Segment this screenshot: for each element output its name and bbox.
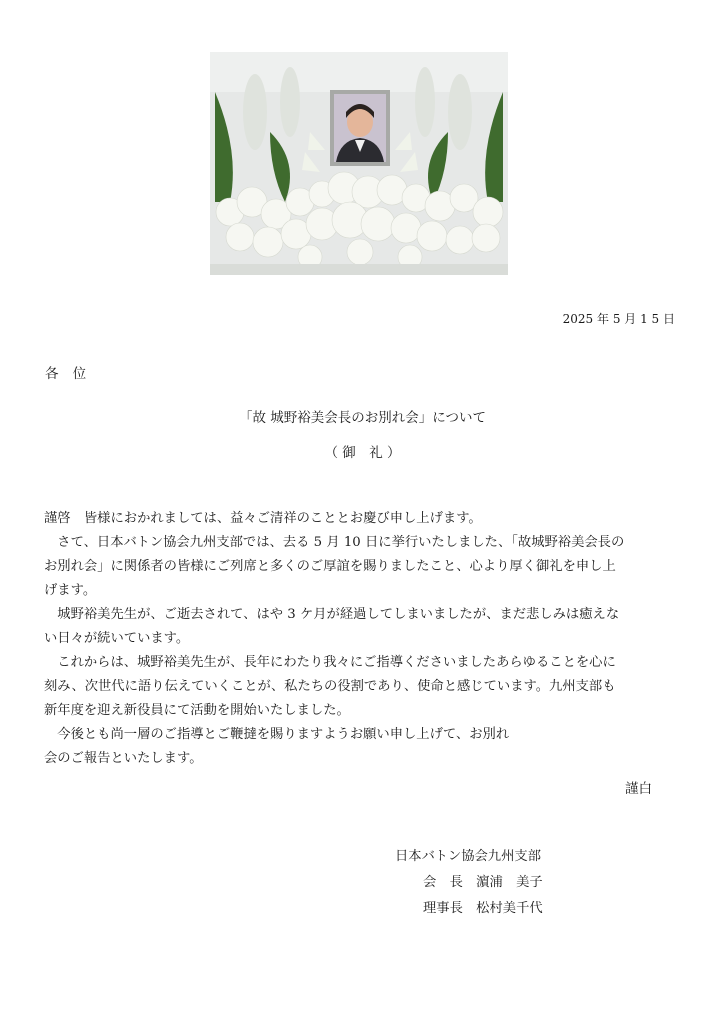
document-subtitle: （ 御 礼 ） xyxy=(324,445,401,461)
letter-body xyxy=(44,507,684,771)
body-line: さて、日本バトン協会九州支部では、去る 5 月 10 日に挙行いたしました、「故城野裕美会長の xyxy=(44,535,625,550)
body-line: これからは、城野裕美先生が、長年にわたり我々にご指導くださいましたあらゆることを心に xyxy=(44,655,616,670)
signature-president: 会 長 濵浦 美子 xyxy=(423,875,543,890)
document-title: 「故 城野裕美会長のお別れ会」について xyxy=(238,410,487,426)
body-line: 会のご報告といたします。 xyxy=(44,751,203,766)
body-line: 城野裕美先生が、ご逝去されて、はや 3 ケ月が経過してしまいましたが、まだ悲しみは癒えな xyxy=(44,607,620,622)
memorial-photo xyxy=(210,52,508,275)
body-line: 謹啓 皆様におかれましては、益々ご清祥のこととお慶び申し上げます。 xyxy=(44,511,482,526)
memorial-altar-image xyxy=(210,52,508,275)
recipient-line: 各 位 xyxy=(45,366,87,382)
signature-block xyxy=(395,844,543,922)
closing-word: 謹白 xyxy=(625,781,652,797)
body-line: 刻み、次世代に語り伝えていくことが、私たちの役割であり、使命と感じています。九州支部も xyxy=(44,679,616,694)
signature-director: 理事長 松村美千代 xyxy=(423,901,543,916)
body-line: い日々が続いています。 xyxy=(44,631,190,646)
body-line: げます。 xyxy=(44,583,97,598)
signature-organization: 日本バトン協会九州支部 xyxy=(395,849,541,864)
body-line: 新年度を迎え新役員にて活動を開始いたしました。 xyxy=(44,703,350,718)
body-line: 今後とも尚一層のご指導とご鞭撻を賜りますようお願い申し上げて、お別れ xyxy=(44,727,510,742)
document-date: 2025 年 5 月 1 5 日 xyxy=(562,312,675,326)
body-line: お別れ会」に関係者の皆様にご列席と多くのご厚誼を賜りましたこと、心より厚く御礼を申し上 xyxy=(44,559,616,574)
